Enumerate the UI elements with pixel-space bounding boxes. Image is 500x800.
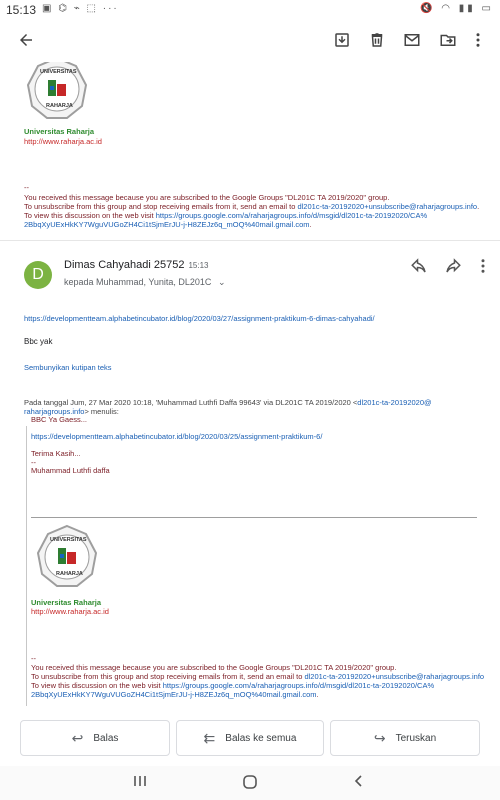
quoted-discussion-link[interactable]: https://groups.google.com/a/raharjagroups.info/d/msgid/dl201c-ta-20192020/CA%: [162, 681, 435, 690]
system-navigation-bar: [0, 766, 500, 800]
divider: [31, 517, 477, 518]
quoted-unsubscribe-text: To unsubscribe from this group and stop receiving emails from it, send an email to: [31, 672, 305, 681]
system-status-icons: 🔇 ◠ ▮▮ ▭: [420, 3, 494, 14]
hide-quoted-text-link[interactable]: Sembunyikan kutipan teks: [24, 363, 112, 372]
message-thread: [0, 62, 500, 710]
reply-all-icon: ⇇: [203, 729, 216, 746]
quoted-university-name: Universitas Raharja: [31, 598, 102, 607]
attribution-suffix: > menulis:: [84, 407, 119, 416]
status-time: 15:13: [6, 3, 37, 17]
action-bar: [0, 710, 500, 766]
archive-icon[interactable]: [330, 28, 354, 52]
sender-name: [64, 259, 209, 271]
attribution-email-part2[interactable]: raharjagroups.info: [24, 407, 85, 416]
body-link[interactable]: https://developmentteam.alphabetincubator.id/blog/2020/03/27/assignment-praktikum-6-dimas-cahyahadi/: [24, 314, 375, 323]
university-logo-quoted: [34, 524, 98, 588]
quoted-footer-dashes: --: [31, 654, 36, 663]
discussion-link-part2[interactable]: 2BbqXyUExHkKY7WguVUGoZH4Ci1tSjmErJU-j-H8ZEJz6q_mOQ%40mail.gmail.com: [24, 220, 310, 229]
group-footer-line1: You received this message because you are subscribed to the Google Groups "DL201C TA 2019/2020" group.: [24, 193, 390, 202]
footer-dashes: --: [24, 183, 29, 192]
logo-text-bottom-quoted: RAHARJA: [56, 571, 83, 577]
attribution-text: Pada tanggal Jum, 27 Mar 2020 10:18, 'Muhammad Luthfi Daffa 99643' via DL201C TA 2019/2020 <: [24, 398, 358, 407]
move-to-icon[interactable]: [436, 28, 460, 52]
recipients-text: kepada Muhammad, Yunita, DL201C: [64, 277, 212, 287]
notification-icons: ▣ ⌬ ⌁ ⬚ ···: [42, 3, 119, 14]
unsubscribe-suffix: .: [477, 202, 480, 211]
recent-apps-icon[interactable]: [133, 774, 147, 793]
university-link[interactable]: http://www.raharja.ac.id: [24, 137, 102, 146]
quoted-discussion-link-continued[interactable]: [31, 690, 319, 700]
reply-icon: ↩: [71, 729, 84, 746]
reply-label: Balas: [93, 732, 119, 744]
back-arrow-icon[interactable]: [14, 28, 38, 52]
recipients[interactable]: [64, 277, 226, 288]
logo-text-top-quoted: UNIVERSITAS: [50, 537, 87, 543]
body-text: Bbc yak: [24, 337, 53, 346]
quote-greeting: BBC Ya Gaess...: [31, 415, 87, 424]
message-header[interactable]: [0, 240, 500, 291]
home-icon[interactable]: [242, 774, 258, 795]
reply-all-button[interactable]: [176, 720, 324, 756]
quoted-university-link[interactable]: http://www.raharja.ac.id: [31, 607, 109, 616]
quoted-discussion-link-part2[interactable]: 2BbqXyUExHkKY7WguVUGoZH4Ci1tSjmErJU-j-H8ZEJz6q_mOQ%40mail.gmail.com: [31, 690, 317, 699]
quote-signature: Muhammad Luthfi daffa: [31, 466, 110, 475]
quoted-unsubscribe-link[interactable]: dl201c-ta-20192020+unsubscribe@raharjagroups.info: [304, 672, 485, 681]
message-time: 15:13: [188, 261, 209, 270]
quoted-view-discussion-text: To view this discussion on the web visit: [31, 681, 163, 690]
attribution-email[interactable]: dl201c-ta-20192020@: [357, 398, 432, 407]
delete-icon[interactable]: [365, 28, 389, 52]
reply-all-label: Balas ke semua: [225, 732, 297, 744]
status-bar: [0, 0, 500, 20]
quote-dashes: --: [31, 458, 36, 467]
mark-unread-icon[interactable]: [400, 28, 424, 52]
unsubscribe-text: To unsubscribe from this group and stop receiving emails from it, send an email to: [24, 202, 298, 211]
logo-text-top: UNIVERSITAS: [40, 69, 77, 75]
discussion-link[interactable]: https://groups.google.com/a/raharjagroups.info/d/msgid/dl201c-ta-20192020/CA%: [155, 211, 428, 220]
discussion-suffix: .: [309, 220, 312, 229]
more-vert-icon[interactable]: [466, 28, 490, 52]
forward-label: Teruskan: [395, 732, 437, 744]
quote-link[interactable]: https://developmentteam.alphabetincubator.id/blog/2020/03/25/assignment-praktikum-6/: [31, 432, 323, 441]
logo-text-bottom: RAHARJA: [46, 103, 73, 109]
back-nav-icon[interactable]: [352, 774, 366, 793]
chevron-down-icon[interactable]: ⌄: [217, 277, 226, 287]
discussion-link-continued[interactable]: [24, 220, 312, 230]
view-discussion-text: To view this discussion on the web visit: [24, 211, 156, 220]
unsubscribe-email-link[interactable]: dl201c-ta-20192020+unsubscribe@raharjagroups.info: [297, 202, 478, 211]
quote-thanks: Terima Kasih...: [31, 449, 81, 458]
forward-icon: ↪: [373, 729, 386, 746]
university-name: Universitas Raharja: [24, 127, 95, 136]
reply-button[interactable]: [20, 720, 170, 756]
avatar[interactable]: D: [24, 261, 52, 289]
university-logo: [24, 62, 88, 120]
forward-icon[interactable]: [444, 257, 462, 280]
sender-name-text: Dimas Cahyahadi 25752: [64, 259, 185, 271]
quoted-footer-line1: You received this message because you are subscribed to the Google Groups "DL201C TA 2019/2020" group.: [31, 663, 397, 672]
message-more-icon[interactable]: [476, 257, 490, 280]
quoted-discussion-suffix: .: [316, 690, 319, 699]
reply-icon[interactable]: [410, 257, 428, 280]
toolbar: [0, 20, 500, 62]
forward-button[interactable]: [330, 720, 480, 756]
